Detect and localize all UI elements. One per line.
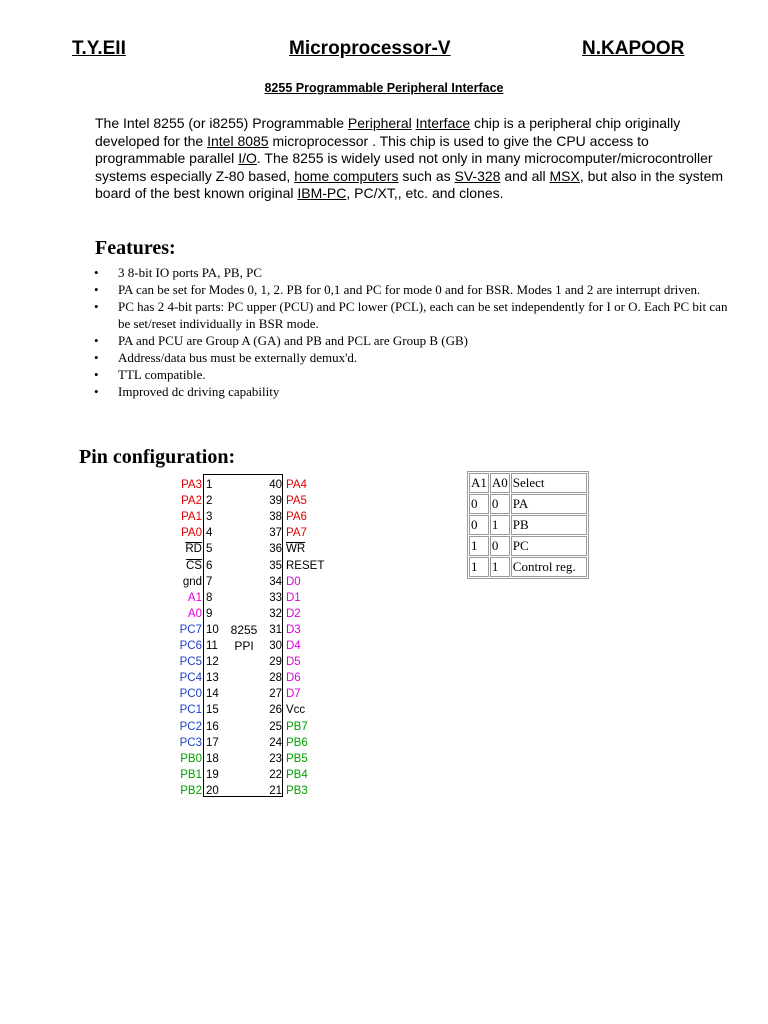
intro-link[interactable]: Interface (415, 115, 471, 131)
pin-number-right: 35 (269, 559, 282, 572)
pin-name-right: PA6 (286, 511, 307, 524)
pin-number-right: 38 (269, 511, 282, 524)
pin-name-right: D1 (286, 591, 301, 604)
table-cell: A0 (490, 473, 510, 493)
intro-text: microprocessor . This chip is used to give the CPU access to programmable parallel (95, 132, 649, 166)
feature-text: PA and PCU are Group A (GA) and PB and PCL are Group B (GB) (118, 333, 469, 348)
pin-number-left: 8 (206, 591, 213, 604)
pin-configuration-heading: Pin configuration: (79, 446, 236, 468)
pin-number-right: 29 (269, 656, 282, 669)
pin-name-right: D3 (286, 623, 301, 636)
bullet-icon: • (94, 350, 99, 365)
pin-name-right: $\overline{WR}$ (286, 543, 306, 556)
pin-name-right: PB5 (286, 752, 308, 765)
table-row (469, 536, 587, 556)
bullet-icon: • (94, 367, 99, 382)
table-cell: 1 (490, 515, 510, 535)
intro-link[interactable]: Intel 8085 (207, 132, 269, 149)
pin-number-right: 39 (269, 495, 282, 508)
chip-label-type: PPI (234, 639, 254, 653)
pin-name-left: PC7 (179, 623, 202, 636)
pin-name-left: PC1 (179, 704, 202, 717)
table-cell: PC (511, 536, 587, 556)
pin-name-right: PB3 (286, 784, 308, 797)
header-subject-label: Microprocessor-V (289, 38, 451, 59)
intro-link[interactable]: IBM-PC (297, 185, 347, 201)
intro-link[interactable]: I/O (238, 150, 257, 166)
intro-paragraph (95, 115, 735, 203)
feature-text: 3 8-bit IO ports PA, PB, PC (118, 265, 262, 280)
feature-text: Address/data bus must be externally demux'd. (118, 350, 358, 365)
feature-text: PA can be set for Modes 0, 1, 2. PB for 0,1 and PC for mode 0 and for BSR. Modes 1 and 2 are interrupt driven. (118, 282, 701, 297)
features-heading: Features: (95, 237, 176, 259)
pin-number-right: 37 (269, 527, 282, 540)
intro-link[interactable]: Peripheral (347, 115, 412, 131)
table-cell: 1 (469, 557, 489, 577)
feature-item (94, 349, 734, 366)
features-list (94, 264, 734, 400)
page-header (72, 38, 708, 62)
pin-name-right: PB4 (286, 768, 308, 781)
pin-number-right: 30 (269, 640, 282, 652)
pin-number-right: 34 (269, 575, 282, 588)
pin-name-right: PA4 (286, 479, 307, 491)
pin-name-right: PB7 (286, 720, 308, 733)
pin-name-right: D6 (286, 672, 301, 685)
pin-name-right: D5 (286, 656, 301, 669)
pin-number-right: 33 (269, 591, 282, 604)
pin-number-left: 16 (206, 720, 219, 733)
table-cell: 1 (490, 557, 510, 577)
pin-number-right: 23 (269, 752, 282, 765)
pin-name-left: $\overline{CS}$ (186, 559, 202, 572)
table-cell: 0 (490, 536, 510, 556)
table-cell: 1 (469, 536, 489, 556)
intro-text: The Intel 8255 (or i8255) Programmable (95, 115, 348, 131)
table-row (469, 515, 587, 535)
pin-number-left: 12 (206, 656, 219, 669)
table-cell: 0 (490, 494, 510, 514)
pin-number-right: 31 (269, 623, 282, 636)
table-cell: 0 (469, 494, 489, 514)
bullet-icon: • (94, 333, 99, 348)
pin-name-right: RESET (286, 559, 325, 572)
header-author-label: N.KAPOOR (582, 38, 685, 59)
intro-link[interactable]: SV-328 (454, 167, 501, 184)
pin-name-left: PC2 (179, 720, 202, 733)
pin-name-right: PA7 (286, 527, 307, 540)
bullet-icon: • (94, 265, 99, 280)
feature-text: Improved dc driving capability (118, 384, 280, 399)
pin-name-right: D0 (286, 575, 301, 588)
pin-name-right: Vcc (286, 704, 306, 717)
bullet-icon: • (94, 282, 99, 297)
table-row (469, 494, 587, 514)
feature-item (94, 281, 734, 298)
table-row (469, 557, 587, 577)
pin-number-right: 27 (269, 688, 282, 701)
table-cell: PA (511, 494, 587, 514)
pin-number-right: 21 (269, 784, 282, 797)
header-class-label: T.Y.EII (72, 38, 126, 59)
intro-text: and all (500, 167, 550, 184)
bullet-icon: • (94, 299, 99, 314)
document-title: 8255 Programmable Peripheral Interface (264, 81, 504, 95)
pin-name-left: PC4 (179, 672, 202, 685)
pin-number-left: 2 (206, 495, 213, 508)
pin-number-left: 14 (206, 688, 219, 701)
pin-name-left: gnd (182, 575, 202, 588)
table-cell: A1 (469, 473, 489, 493)
pin-number-left: 3 (206, 511, 213, 524)
pin-name-right: D7 (286, 688, 301, 701)
pin-number-left: 1 (206, 479, 213, 491)
pin-number-right: 36 (269, 543, 282, 556)
pin-number-left: 13 (206, 672, 219, 685)
pin-name-left: PC3 (179, 736, 202, 749)
pin-number-left: 19 (206, 768, 219, 781)
pin-name-left: A0 (187, 607, 202, 620)
pin-name-right: PB6 (286, 736, 308, 749)
pin-number-left: 7 (206, 575, 213, 588)
pin-name-left: PC0 (179, 688, 202, 701)
pin-number-right: 32 (269, 607, 282, 620)
pin-name-left: PB0 (180, 752, 202, 765)
pin-number-left: 11 (206, 640, 218, 652)
pin-number-left: 20 (206, 784, 219, 797)
pin-number-left: 5 (206, 543, 213, 556)
chip-label-part-number: 8255 (230, 623, 258, 637)
pin-number-left: 15 (206, 704, 219, 717)
feature-item (94, 383, 734, 400)
pin-number-right: 22 (269, 768, 282, 781)
intro-link[interactable]: home computers (294, 167, 399, 184)
feature-item (94, 264, 734, 281)
bullet-icon: • (94, 384, 99, 399)
pin-name-left: PC5 (179, 656, 202, 669)
intro-link[interactable]: MSX (549, 167, 580, 184)
pin-name-left: PC6 (179, 640, 202, 652)
pin-name-right: D4 (286, 640, 301, 652)
port-select-table (467, 471, 589, 579)
table-header-row (469, 473, 587, 493)
intro-text: . The 8255 is widely used not only in many microcomputer/microcontroller systems especially Z-80 based, (95, 150, 713, 184)
pin-name-right: PA5 (286, 495, 307, 508)
pin-number-left: 17 (206, 736, 219, 749)
table-cell: PB (511, 515, 587, 535)
pin-number-right: 25 (269, 720, 282, 733)
intro-text: chip is a peripheral chip originally developed for the (95, 115, 681, 149)
pin-name-left: PB1 (180, 768, 202, 781)
pin-name-left: PB2 (180, 784, 202, 797)
pin-number-left: 18 (206, 752, 219, 765)
pin-name-left: PA1 (181, 511, 202, 524)
pin-name-right: D2 (286, 607, 301, 620)
feature-item (94, 332, 734, 349)
table-cell: Control reg. (511, 557, 587, 577)
feature-text: TTL compatible. (118, 367, 206, 382)
feature-item (94, 298, 734, 332)
pin-number-left: 4 (206, 527, 213, 540)
intro-text: , PC/XT,, etc. and clones. (346, 185, 504, 201)
pin-name-left: PA0 (181, 527, 202, 540)
pin-name-left: PA2 (181, 495, 202, 508)
feature-text: PC has 2 4-bit parts: PC upper (PCU) and PC lower (PCL), each can be set independently for I or O. Each PC bit can be set/reset individually in BSR mode. (118, 299, 728, 331)
pin-name-left: A1 (187, 591, 202, 604)
table-cell: Select (511, 473, 587, 493)
pin-number-right: 24 (269, 736, 282, 749)
pin-name-left: PA3 (181, 479, 202, 491)
feature-item (94, 366, 734, 383)
pin-number-left: 6 (206, 559, 213, 572)
intro-text: such as (398, 167, 455, 184)
pin-number-right: 40 (269, 479, 282, 491)
pin-number-right: 26 (269, 704, 282, 717)
table-cell: 0 (469, 515, 489, 535)
intro-text: , but also in the system board of the best known original (95, 167, 724, 201)
pin-number-right: 28 (269, 672, 282, 685)
pin-number-left: 9 (206, 607, 213, 620)
pin-name-left: $\overline{RD}$ (185, 543, 202, 556)
pin-number-left: 10 (206, 623, 219, 636)
